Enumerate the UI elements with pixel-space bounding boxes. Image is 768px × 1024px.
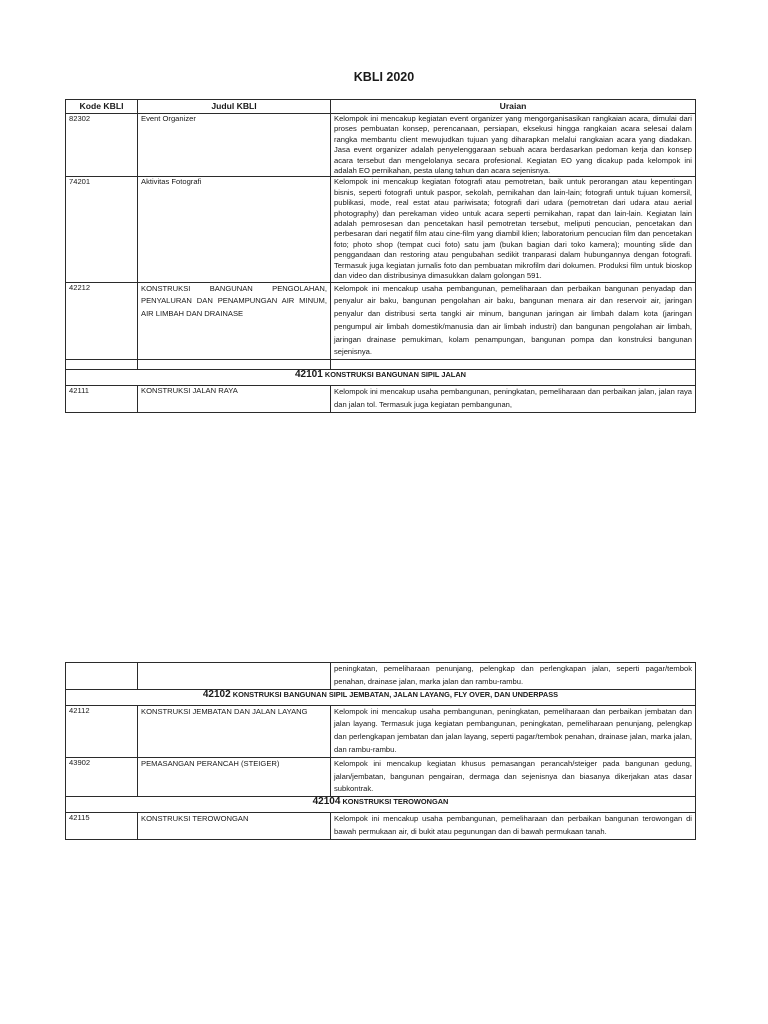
kbli-code: 42111 [66, 386, 138, 413]
continuation-row [66, 663, 696, 690]
empty-row [66, 360, 696, 370]
kbli-title: KONSTRUKSI JEMBATAN DAN JALAN LAYANG [138, 705, 331, 757]
table-row [66, 813, 696, 840]
section-title: KONSTRUKSI BANGUNAN SIPIL JALAN [324, 370, 466, 380]
kbli-description: Kelompok ini mencakup usaha pembangunan, peningkatan, pemeliharaan dan perbaikan jalan, jalan raya dan jalan tol. Termasuk juga kegiatan pembangunan, [331, 386, 696, 413]
empty-cell [138, 663, 331, 690]
table-row [66, 757, 696, 796]
header-judul-kbli: Judul KBLI [138, 100, 331, 114]
kbli-description: Kelompok ini mencakup usaha pembangunan, pemeliharaan dan perbaikan bangunan penyadap dan penyalur air baku, bangunan pengolahan air baku, bangunan menara air dan reservoir air, jaringan penyalur dan distribusi serta tangki air minum, bangunan jaringan air limbah dalam kota (jaringan pengumpul air limbah domestik/manusia dan air limbah industri) dan bangunan pengolahan air limbah, jaringan drainase pemukiman, kolam penampungan, bangunan pompa dan konstruksi bangunan sejenisnya. [331, 282, 696, 360]
desc-part: adalah penyelenggaraan sebuah acara berdasarkan pedoman kerja dan konsep acara tersebut dan mengelolanya secara profesional. Kegiatan EO yang dicakup pada kelompok ini adalah EO pernikahan, pesta ulang tahun dan acara sejenisnya. [334, 145, 692, 176]
kbli-title: KONSTRUKSI BANGUNAN PENGOLAHAN, PENYALURAN DAN PENAMPUNGAN AIR MINUM, AIR LIMBAH DAN DRAINASE [138, 282, 331, 360]
section-code: 42102 [202, 688, 231, 700]
table-row [66, 386, 696, 413]
kbli-code: 74201 [66, 177, 138, 282]
kbli-code: 43902 [66, 757, 138, 796]
empty-cell [66, 360, 138, 370]
kbli-title: Event Organizer [138, 114, 331, 177]
table-row [66, 282, 696, 360]
table-row [66, 177, 696, 282]
table-row [66, 705, 696, 757]
empty-cell [138, 360, 331, 370]
table-row [66, 114, 696, 177]
section-title: KONSTRUKSI BANGUNAN SIPIL JEMBATAN, JALAN LAYANG, FLY OVER, DAN UNDERPASS [232, 689, 559, 699]
section-heading-42104 [66, 797, 696, 813]
kbli-description: Kelompok ini mencakup usaha pembangunan, pemeliharaan dan perbaikan bangunan terowongan di bawah permukaan air, di bukit atau pegunungan dan di bawah permukaan tanah. [331, 813, 696, 840]
section-code: 42104 [312, 796, 341, 808]
kbli-description-continued: peningkatan, pemeliharaan penunjang, pelengkap dan perlengkapan jalan, seperti pagar/tembok penahan, drainase jalan, marka jalan dan rambu-rambu. [331, 663, 696, 690]
table-header-row [66, 100, 696, 114]
kbli-title: Aktivitas Fotografi [138, 177, 331, 282]
empty-cell [331, 360, 696, 370]
document-title: KBLI 2020 [353, 70, 415, 84]
empty-cell [66, 663, 138, 690]
section-row [66, 689, 696, 705]
kbli-description: Kelompok ini mencakup kegiatan fotografi atau pemotretan, baik untuk perorangan atau kepentingan bisnis, seperti fotografi untuk paspor, sekolah, pernikahan dan lain-lain; fotografi untuk tujuan komersil, publikasi, mode, real estat atau pariwisata; fotografi dari udara (pemotretan dari udara atau aerial photography) dan perekaman video untuk acara seperti pernikahan, rapat dan lain-lain. Kegiatan lain adalah pemrosesan dan pencetakan hasil pemotretan tersebut, meliputi pencucian, pencetakan dan perbesaran dari negatif film atau cine-film yang diambil klien; laboratorium pencucian film dan pencetakan foto; photo shop (tempat cuci foto) satu jam (bukan bagian dari toko kamera); mounting slide dan penggandaan dan restoring atau pengubahan sedikit tranparasi dalam hubungannya dengan fotografi. Termasuk juga kegiatan jurnalis foto dan pembuatan mikrofilm dari dokumen. Produksi film untuk bioskop dan video dan distribusinya dimasukkan dalam golongan 591. [331, 177, 696, 282]
kbli-code: 42115 [66, 813, 138, 840]
section-row [66, 370, 696, 386]
kbli-title: PEMASANGAN PERANCAH (STEIGER) [138, 757, 331, 796]
section-title: KONSTRUKSI TEROWONGAN [342, 797, 449, 807]
desc-em: event organizer [353, 145, 408, 155]
header-kode-kbli: Kode KBLI [66, 100, 138, 114]
kbli-table-page-2 [65, 662, 696, 840]
kbli-title: KONSTRUKSI JALAN RAYA [138, 386, 331, 413]
section-code: 42101 [295, 369, 323, 381]
kbli-table-page-1 [65, 99, 696, 413]
header-uraian: Uraian [331, 100, 696, 114]
section-heading-42101 [66, 370, 696, 386]
kbli-code: 82302 [66, 114, 138, 177]
desc-em: event organizer [449, 114, 503, 123]
section-heading-42102 [66, 689, 696, 705]
kbli-description [331, 114, 696, 177]
section-row [66, 797, 696, 813]
kbli-description: Kelompok ini mencakup usaha pembangunan, peningkatan, pemeliharaan dan perbaikan jembatan dan jalan layang. Termasuk juga kegiatan pembangunan, peningkatan, pemeliharaan penunjang, pelengkap dan perlengkapan jembatan dan jalan layang, seperti pagar/tembok penahan, drainase jalan, marka jalan, dan rambu-rambu. [331, 705, 696, 757]
kbli-description: Kelompok ini mencakup kegiatan khusus pemasangan perancah/steiger pada bangunan gedung, jalan/jembatan, bangunan pengairan, dermaga dan sejenisnya dan biasanya dikerjakan atas dasar subkontrak. [331, 757, 696, 796]
desc-part: Kelompok ini mencakup kegiatan [334, 114, 450, 123]
desc-part: yang mengorganisasikan rangkaian acara, dimulai dari proses pembuatan konsep, perencanaan, persiapan, eksekusi hingga rangkaian acara selesai dalam rangka membantu client mewujudkan tujuan yang diharapkan melalui rangkaian acara yang diadakan. Jasa [334, 114, 692, 155]
kbli-code: 42212 [66, 282, 138, 360]
kbli-title: KONSTRUKSI TEROWONGAN [138, 813, 331, 840]
kbli-code: 42112 [66, 705, 138, 757]
